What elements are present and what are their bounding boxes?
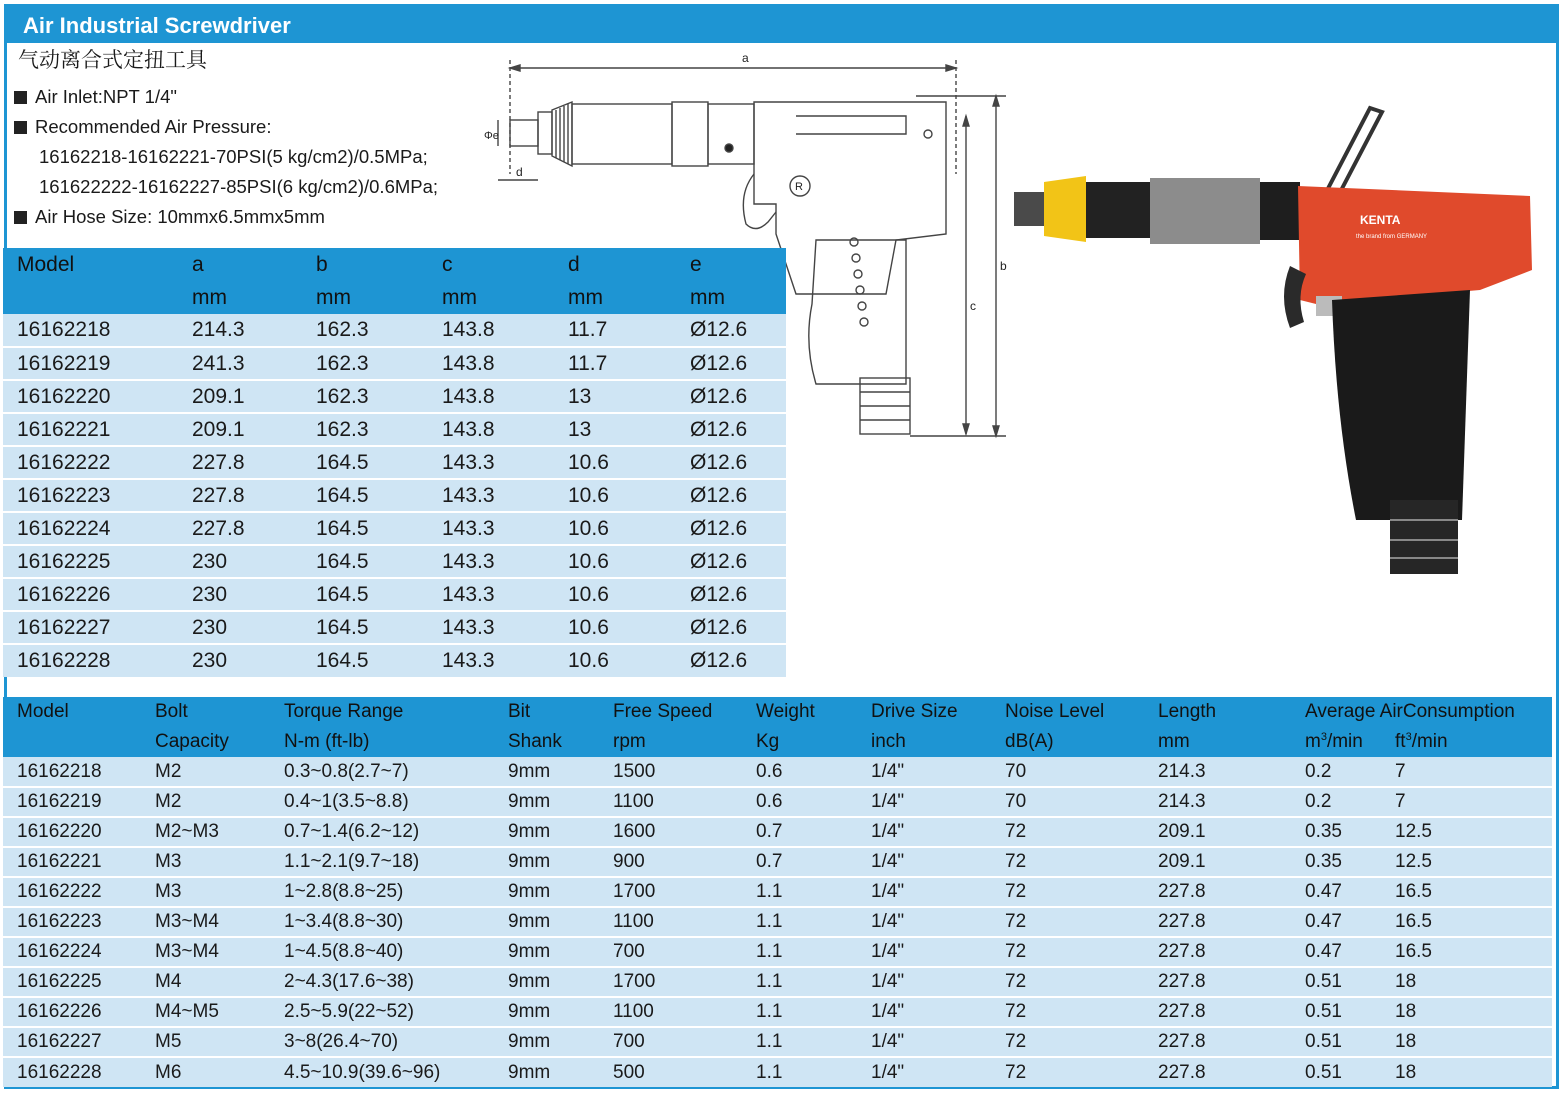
table-cell: Ø12.6	[676, 479, 786, 512]
table-cell: 143.3	[428, 578, 554, 611]
table-cell: 9mm	[494, 997, 599, 1027]
table-cell: 16.5	[1381, 937, 1552, 967]
table-cell: 227.8	[1144, 1057, 1291, 1087]
table-cell: 16162223	[3, 907, 141, 937]
dimension-table	[3, 248, 786, 677]
table-cell: 143.3	[428, 611, 554, 644]
table-cell: 1100	[599, 997, 742, 1027]
table-cell: 143.3	[428, 446, 554, 479]
table-row	[3, 347, 786, 380]
table-cell: 1/4"	[857, 1057, 991, 1087]
table-cell: 1/4"	[857, 907, 991, 937]
table-cell: 0.6	[742, 787, 857, 817]
table-cell: 143.8	[428, 413, 554, 446]
table-cell: 0.2	[1291, 787, 1381, 817]
table-cell: 16162222	[3, 877, 141, 907]
label-c: c	[970, 299, 976, 313]
hanger-icon	[1322, 108, 1382, 200]
table-cell: 18	[1381, 967, 1552, 997]
table-cell: 9mm	[494, 757, 599, 787]
table-row	[3, 479, 786, 512]
table-cell: 227.8	[178, 479, 302, 512]
col-bit: Bit	[508, 701, 531, 722]
table-cell: Ø12.6	[676, 380, 786, 413]
col-c: c	[442, 252, 453, 276]
table-cell: 16162227	[3, 1027, 141, 1057]
table-cell: 143.3	[428, 479, 554, 512]
table-cell: 1.1	[742, 907, 857, 937]
table-cell: 0.51	[1291, 967, 1381, 997]
table-cell: 13	[554, 413, 676, 446]
table-cell: 18	[1381, 1057, 1552, 1087]
table-cell: 0.51	[1291, 997, 1381, 1027]
table-cell: M3	[141, 847, 270, 877]
table-cell: 0.7~1.4(6.2~12)	[270, 817, 494, 847]
table-cell: 72	[991, 1057, 1144, 1087]
col-a: a	[192, 252, 204, 276]
table-cell: 16162219	[3, 787, 141, 817]
bullet-square-icon	[14, 211, 27, 224]
table-cell: 0.47	[1291, 877, 1381, 907]
table-cell: 700	[599, 937, 742, 967]
table-row	[3, 611, 786, 644]
table-cell: 227.8	[1144, 967, 1291, 997]
label-e: Φe	[484, 130, 499, 142]
spec-pressure-line2: 161622222-16162227-85PSI(6 kg/cm2)/0.6MPa;	[39, 176, 439, 197]
table-cell: Ø12.6	[676, 314, 786, 347]
table-cell: 9mm	[494, 847, 599, 877]
table-cell: 900	[599, 847, 742, 877]
arrow-icon	[993, 426, 999, 436]
table-cell: 70	[991, 787, 1144, 817]
label-d: d	[516, 165, 523, 179]
table-cell: 0.4~1(3.5~8.8)	[270, 787, 494, 817]
table-cell: 2~4.3(17.6~38)	[270, 967, 494, 997]
table-cell: 16.5	[1381, 877, 1552, 907]
table-cell: 72	[991, 937, 1144, 967]
table-cell: 1~3.4(8.8~30)	[270, 907, 494, 937]
table-cell: 9mm	[494, 877, 599, 907]
table-cell: 0.35	[1291, 817, 1381, 847]
table-cell: 18	[1381, 997, 1552, 1027]
table-row	[3, 314, 786, 347]
table-cell: 16162228	[3, 644, 178, 677]
col-torque: Torque Range	[284, 701, 404, 722]
table-cell: 16162226	[3, 578, 178, 611]
table-row	[3, 907, 1552, 937]
table-cell: M4~M5	[141, 997, 270, 1027]
table-cell: 230	[178, 611, 302, 644]
dimension-table-units: mm mm mm mm mm	[3, 281, 786, 314]
unit-m3-min: $m^3/\min$	[1305, 731, 1363, 752]
table-cell: 1500	[599, 757, 742, 787]
table-cell: 10.6	[554, 545, 676, 578]
table-cell: 143.3	[428, 545, 554, 578]
table-cell: M4	[141, 967, 270, 997]
table-cell: 10.6	[554, 512, 676, 545]
table-cell: 16162220	[3, 817, 141, 847]
table-cell: 230	[178, 644, 302, 677]
table-cell: 72	[991, 817, 1144, 847]
table-cell: Ø12.6	[676, 446, 786, 479]
page-title: Air Industrial Screwdriver	[7, 7, 1556, 43]
table-row	[3, 757, 1552, 787]
table-cell: 72	[991, 967, 1144, 997]
table-cell: 7	[1381, 787, 1552, 817]
arrow-icon	[963, 424, 969, 434]
brand-logo: KENTA	[1360, 213, 1401, 227]
table-cell: Ø12.6	[676, 347, 786, 380]
product-photo	[1010, 100, 1540, 590]
table-cell: 1/4"	[857, 1027, 991, 1057]
table-cell: 0.3~0.8(2.7~7)	[270, 757, 494, 787]
table-cell: 1~2.8(8.8~25)	[270, 877, 494, 907]
table-cell: 241.3	[178, 347, 302, 380]
table-cell: 72	[991, 997, 1144, 1027]
table-row	[3, 787, 1552, 817]
spec-pressure-label: Recommended Air Pressure:	[14, 112, 272, 142]
col-length: Length	[1158, 701, 1217, 722]
table-cell: 0.7	[742, 847, 857, 877]
table-cell: 12.5	[1381, 817, 1552, 847]
table-cell: 70	[991, 757, 1144, 787]
table-cell: 1/4"	[857, 967, 991, 997]
table-cell: 1600	[599, 817, 742, 847]
spec-air-inlet: Air Inlet:NPT 1/4"	[14, 82, 177, 112]
label-a: a	[742, 51, 749, 65]
table-row	[3, 1057, 1552, 1087]
table-cell: 0.6	[742, 757, 857, 787]
col-weight: Weight	[756, 701, 815, 722]
arrow-icon	[946, 65, 956, 71]
table-cell: Ø12.6	[676, 611, 786, 644]
table-cell: 700	[599, 1027, 742, 1057]
table-cell: 1/4"	[857, 757, 991, 787]
table-cell: 72	[991, 1027, 1144, 1057]
table-cell: 1.1	[742, 1027, 857, 1057]
table-cell: 9mm	[494, 907, 599, 937]
table-cell: 9mm	[494, 1027, 599, 1057]
table-cell: 1100	[599, 787, 742, 817]
table-row	[3, 967, 1552, 997]
performance-table	[3, 697, 1552, 1087]
table-cell: 1.1	[742, 877, 857, 907]
table-cell: 72	[991, 907, 1144, 937]
table-cell: 209.1	[178, 380, 302, 413]
table-cell: 72	[991, 877, 1144, 907]
col-air-consumption: Average AirConsumption	[1305, 701, 1515, 722]
table-cell: 209.1	[1144, 847, 1291, 877]
table-cell: 0.35	[1291, 847, 1381, 877]
table-cell: 1~4.5(8.8~40)	[270, 937, 494, 967]
table-cell: 72	[991, 847, 1144, 877]
dimension-table-header	[3, 248, 786, 281]
col-model: Model	[17, 701, 69, 722]
table-cell: 143.3	[428, 644, 554, 677]
col-d: d	[568, 252, 580, 276]
arrow-icon	[993, 96, 999, 106]
table-cell: M5	[141, 1027, 270, 1057]
table-cell: 162.3	[302, 347, 428, 380]
table-cell: 0.47	[1291, 937, 1381, 967]
table-cell: 164.5	[302, 545, 428, 578]
table-cell: 227.8	[1144, 997, 1291, 1027]
table-cell: 164.5	[302, 479, 428, 512]
table-cell: 143.8	[428, 380, 554, 413]
table-cell: 209.1	[178, 413, 302, 446]
table-cell: 1/4"	[857, 787, 991, 817]
table-cell: 16162228	[3, 1057, 141, 1087]
table-cell: M2	[141, 757, 270, 787]
table-cell: 1/4"	[857, 817, 991, 847]
table-cell: 16162221	[3, 413, 178, 446]
chinese-subtitle: 气动离合式定扭工具	[18, 48, 207, 72]
table-cell: 16162225	[3, 545, 178, 578]
table-cell: 214.3	[178, 314, 302, 347]
table-cell: 1/4"	[857, 847, 991, 877]
grip-handle	[1332, 290, 1470, 520]
table-cell: 9mm	[494, 1057, 599, 1087]
table-row	[3, 413, 786, 446]
table-cell: 12.5	[1381, 847, 1552, 877]
table-cell: M3	[141, 877, 270, 907]
table-cell: 16162224	[3, 937, 141, 967]
table-cell: 9mm	[494, 787, 599, 817]
table-cell: 164.5	[302, 446, 428, 479]
table-cell: 1.1	[742, 967, 857, 997]
table-cell: 1.1	[742, 1057, 857, 1087]
table-cell: M3~M4	[141, 937, 270, 967]
table-cell: 16162225	[3, 967, 141, 997]
label-b: b	[1000, 259, 1007, 273]
table-cell: 0.2	[1291, 757, 1381, 787]
table-row	[3, 847, 1552, 877]
table-cell: 16162224	[3, 512, 178, 545]
table-cell: 143.3	[428, 512, 554, 545]
table-cell: 227.8	[1144, 1027, 1291, 1057]
unit-ft3-min: $ft^3/\min$	[1395, 731, 1448, 752]
table-cell: 13	[554, 380, 676, 413]
table-cell: 10.6	[554, 578, 676, 611]
table-cell: 1/4"	[857, 997, 991, 1027]
table-cell: 0.47	[1291, 907, 1381, 937]
performance-table-header	[3, 697, 1552, 727]
bullet-square-icon	[14, 121, 27, 134]
table-cell: 1.1~2.1(9.7~18)	[270, 847, 494, 877]
table-cell: 1700	[599, 967, 742, 997]
table-cell: 16162219	[3, 347, 178, 380]
table-row	[3, 446, 786, 479]
table-cell: 11.7	[554, 347, 676, 380]
table-cell: 1.1	[742, 997, 857, 1027]
table-cell: 16162218	[3, 314, 178, 347]
table-row	[3, 512, 786, 545]
table-cell: Ø12.6	[676, 644, 786, 677]
table-cell: 7	[1381, 757, 1552, 787]
table-row	[3, 578, 786, 611]
table-cell: 9mm	[494, 967, 599, 997]
table-cell: 227.8	[1144, 937, 1291, 967]
arrow-icon	[510, 65, 520, 71]
table-cell: 214.3	[1144, 787, 1291, 817]
table-cell: 162.3	[302, 413, 428, 446]
table-cell: 1700	[599, 877, 742, 907]
red-housing	[1298, 186, 1532, 310]
table-cell: 164.5	[302, 578, 428, 611]
table-cell: M3~M4	[141, 907, 270, 937]
table-row	[3, 997, 1552, 1027]
table-cell: 1100	[599, 907, 742, 937]
table-cell: 16162226	[3, 997, 141, 1027]
table-cell: 164.5	[302, 611, 428, 644]
reverse-marker-label: R	[795, 181, 803, 193]
table-row	[3, 937, 1552, 967]
table-cell: 1/4"	[857, 937, 991, 967]
table-cell: 9mm	[494, 937, 599, 967]
table-cell: 0.51	[1291, 1057, 1381, 1087]
table-cell: Ø12.6	[676, 413, 786, 446]
table-cell: 10.6	[554, 479, 676, 512]
table-cell: 143.8	[428, 347, 554, 380]
performance-table-units: Capacity N-m (ft-lb) Shank rpm Kg inch dB(A) mm $m^3/\min$ $ft^3/\min$	[3, 727, 1552, 757]
table-cell: 16162222	[3, 446, 178, 479]
table-row	[3, 1027, 1552, 1057]
col-drive: Drive Size	[871, 701, 958, 722]
table-cell: 230	[178, 578, 302, 611]
table-cell: 230	[178, 545, 302, 578]
table-cell: 0.51	[1291, 1027, 1381, 1057]
table-cell: Ø12.6	[676, 512, 786, 545]
table-cell: 164.5	[302, 512, 428, 545]
table-cell: 4.5~10.9(39.6~96)	[270, 1057, 494, 1087]
table-cell: 10.6	[554, 446, 676, 479]
table-cell: M6	[141, 1057, 270, 1087]
spec-pressure-line1: 16162218-16162221-70PSI(5 kg/cm2)/0.5MPa;	[39, 146, 428, 167]
table-cell: Ø12.6	[676, 545, 786, 578]
table-cell: 227.8	[178, 512, 302, 545]
table-cell: 18	[1381, 1027, 1552, 1057]
table-cell: 11.7	[554, 314, 676, 347]
spec-hose-size: Air Hose Size: 10mmx6.5mmx5mm	[14, 202, 325, 232]
table-cell: 1.1	[742, 937, 857, 967]
table-cell: 16.5	[1381, 907, 1552, 937]
table-cell: 16162227	[3, 611, 178, 644]
col-e: e	[690, 252, 702, 276]
table-cell: 227.8	[178, 446, 302, 479]
table-cell: M2	[141, 787, 270, 817]
table-cell: 1/4"	[857, 877, 991, 907]
table-cell: 2.5~5.9(22~52)	[270, 997, 494, 1027]
table-cell: 162.3	[302, 380, 428, 413]
bullet-square-icon	[14, 91, 27, 104]
col-model: Model	[17, 252, 75, 276]
table-row	[3, 545, 786, 578]
table-cell: 214.3	[1144, 757, 1291, 787]
table-cell: 0.7	[742, 817, 857, 847]
arrow-icon	[963, 116, 969, 126]
table-cell: 16162218	[3, 757, 141, 787]
table-cell: 227.8	[1144, 877, 1291, 907]
table-cell: 3~8(26.4~70)	[270, 1027, 494, 1057]
table-cell: 10.6	[554, 611, 676, 644]
table-cell: 16162221	[3, 847, 141, 877]
table-cell: 16162220	[3, 380, 178, 413]
table-cell: 227.8	[1144, 907, 1291, 937]
table-cell: 209.1	[1144, 817, 1291, 847]
col-noise: Noise Level	[1005, 701, 1105, 722]
table-cell: 16162223	[3, 479, 178, 512]
table-cell: 500	[599, 1057, 742, 1087]
table-cell: Ø12.6	[676, 578, 786, 611]
table-cell: 9mm	[494, 817, 599, 847]
col-speed: Free Speed	[613, 701, 713, 722]
table-cell: 164.5	[302, 644, 428, 677]
table-row	[3, 877, 1552, 907]
yellow-collar	[1044, 176, 1086, 242]
col-bolt: Bolt	[155, 701, 188, 722]
brand-tagline: the brand from GERMANY	[1356, 234, 1428, 240]
table-cell: 162.3	[302, 314, 428, 347]
table-cell: 143.8	[428, 314, 554, 347]
table-row	[3, 380, 786, 413]
table-row	[3, 817, 1552, 847]
table-row	[3, 644, 786, 677]
col-b: b	[316, 252, 328, 276]
table-cell: 10.6	[554, 644, 676, 677]
table-cell: M2~M3	[141, 817, 270, 847]
